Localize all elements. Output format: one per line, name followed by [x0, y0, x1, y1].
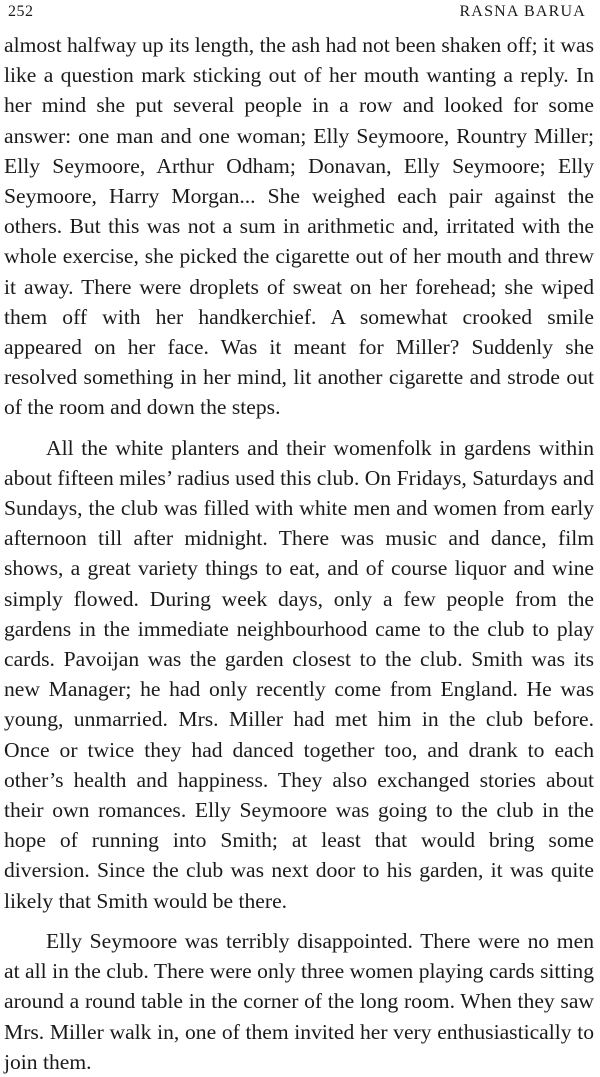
paragraph-continued: almost halfway up its length, the ash had not been shaken off; it was like a question mark sticking out of her mouth wanting a reply. In her mind she put several people in a row and looked for some answer: one man and one woman; Elly Seymoore, Rountry Miller; Elly Seymoore, Arthur Odham; Donavan, Elly Seymoore; Elly Seymoore, Harry Morgan... She weighed each pair against the others. But this was not a sum in arithmetic and, irritated with the whole exercise, she picked the cigarette out of her mouth and threw it away. There were droplets of sweat on her forehead; she wiped them off with her handkerchief. A somewhat crooked smile appeared on her face. Was it meant for Miller? Suddenly she resolved something in her mind, lit another cigarette and strode out of the room and down the steps. — [4, 33, 594, 420]
paragraph-club: All the white planters and their womenfolk in gardens within about fifteen miles’ radius used this club. On Fridays, Saturdays and Sundays, the club was filled with white men and women from early afternoon till after midnight. There was music and dance, film shows, a great variety things to eat, and of course liquor and wine simply flowed. During week days, only a few people from the gardens in the immediate neighbourhood came to the club to play cards. Pavoijan was the garden closest to the club. Smith was its new Manager; he had only recently come from England. He was young, unmarried. Mrs. Miller had met him in the club before. Once or twice they had danced together too, and drank to each other’s health and happiness. They also exchanged stories about their own romances. Elly Seymoore was going to the club in the hope of running into Smith; at least that would bring some diversion. Since the club was next door to his garden, it was quite likely that Smith would be there. — [4, 435, 594, 913]
running-title: RASNA BARUA — [459, 3, 586, 20]
body-text — [4, 30, 594, 1077]
running-header — [4, 0, 594, 30]
paragraph-disappointed: Elly Seymoore was terribly disappointed. There were no men at all in the club. There were only three women playing cards sitting around a round table in the corner of the long room. When they saw Mrs. Miller walk in, one of them invited her very enthusiastically to join them. — [4, 928, 594, 1074]
page-number: 252 — [8, 3, 34, 20]
